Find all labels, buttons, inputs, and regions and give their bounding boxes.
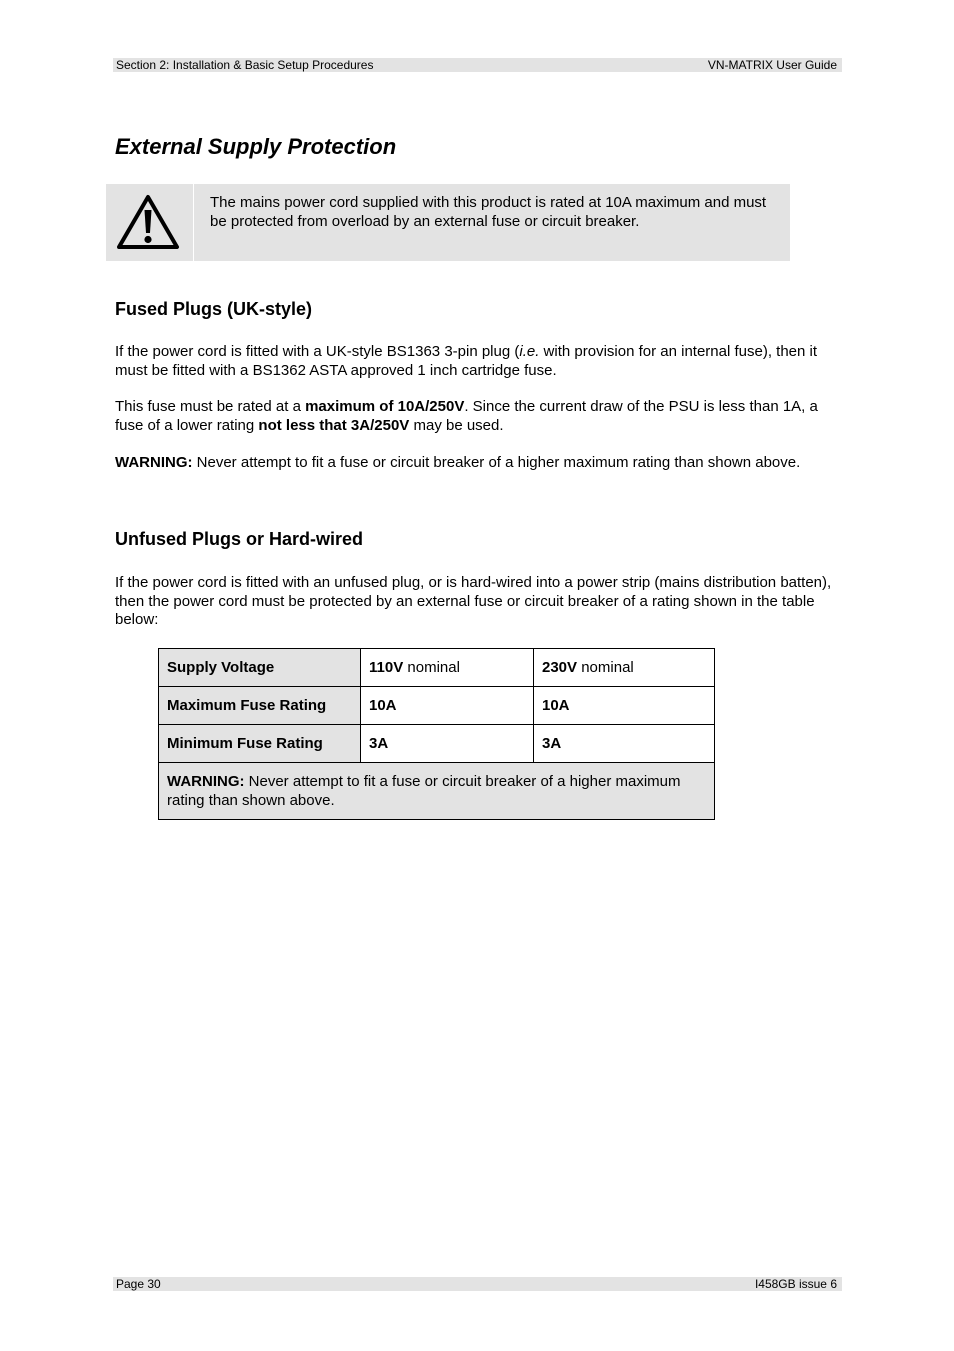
cell-bold: 3A	[542, 735, 562, 752]
bold-run: maximum of 10A/250V	[305, 398, 465, 415]
bold-run: not less that 3A/250V	[258, 416, 410, 434]
cell-110v	[361, 725, 534, 763]
heading-fused-plugs: Fused Plugs (UK-style)	[115, 299, 313, 319]
caution-box	[106, 184, 790, 261]
footer-page-number: Page 30	[116, 1277, 161, 1291]
fused-warning	[115, 454, 842, 473]
cell-bold: 230V	[542, 659, 578, 676]
cell-230v	[534, 649, 715, 687]
cell-text: nominal	[403, 659, 460, 676]
fuse-rating-table	[158, 648, 715, 820]
fused-paragraph-1	[115, 343, 842, 380]
cell-text: nominal	[577, 659, 634, 676]
header-guide-title: VN-MATRIX User Guide	[707, 58, 837, 72]
warning-text: Never attempt to fit a fuse or circuit breaker of a higher maximum rating than shown above.	[167, 773, 681, 809]
text-run: with provision for an internal fuse), then it must be fitted with a BS1362 ASTA approved 1 inch cartridge fuse.	[115, 343, 818, 379]
table-row	[159, 725, 715, 763]
text-run: This fuse must be rated at a	[115, 398, 306, 415]
table-warning-row	[159, 763, 715, 820]
header-section: Section 2: Installation & Basic Setup Procedures	[116, 58, 374, 72]
row-label: Supply Voltage	[159, 649, 361, 687]
text-run: . Since the current draw of the PSU is less than 1A, a fuse of a lower rating	[115, 398, 818, 434]
cell-110v	[361, 687, 534, 725]
row-label: Minimum Fuse Rating	[159, 725, 361, 763]
page-footer	[113, 1277, 842, 1291]
text-run: If the power cord is fitted with a UK-style BS1363 3-pin plug (	[115, 343, 520, 360]
table-warning	[159, 763, 715, 820]
cell-230v	[534, 687, 715, 725]
warning-triangle-icon	[115, 193, 181, 251]
warning-label: WARNING:	[115, 454, 193, 471]
page-header	[113, 58, 842, 72]
row-label: Maximum Fuse Rating	[159, 687, 361, 725]
cell-bold: 10A	[542, 697, 570, 714]
cell-bold: 10A	[369, 697, 397, 714]
cell-110v	[361, 649, 534, 687]
warning-label: WARNING:	[167, 773, 245, 790]
fused-paragraph-2	[115, 398, 842, 435]
warning-text: Never attempt to fit a fuse or circuit breaker of a higher maximum rating than shown above.	[192, 454, 801, 471]
heading-unfused-plugs: Unfused Plugs or Hard-wired	[115, 529, 364, 549]
caution-icon-cell	[106, 184, 194, 261]
cell-bold: 110V	[369, 659, 404, 676]
page-title: External Supply Protection	[115, 134, 397, 159]
footer-issue: I458GB issue 6	[754, 1277, 837, 1291]
text-run: may be used.	[409, 416, 504, 434]
cell-230v	[534, 725, 715, 763]
cell-bold: 3A	[369, 735, 389, 752]
table-row	[159, 649, 715, 687]
caution-text: The mains power cord supplied with this product is rated at 10A maximum and must be protected from overload by an external fuse or circuit breaker.	[210, 194, 767, 230]
table-row	[159, 687, 715, 725]
italic-run: i.e.	[519, 343, 540, 360]
unfused-paragraph: If the power cord is fitted with an unfused plug, or is hard-wired into a power strip (mains distribution batten), then the power cord must be protected by an external fuse or circuit breaker of a rating shown in the table below:	[115, 574, 832, 628]
